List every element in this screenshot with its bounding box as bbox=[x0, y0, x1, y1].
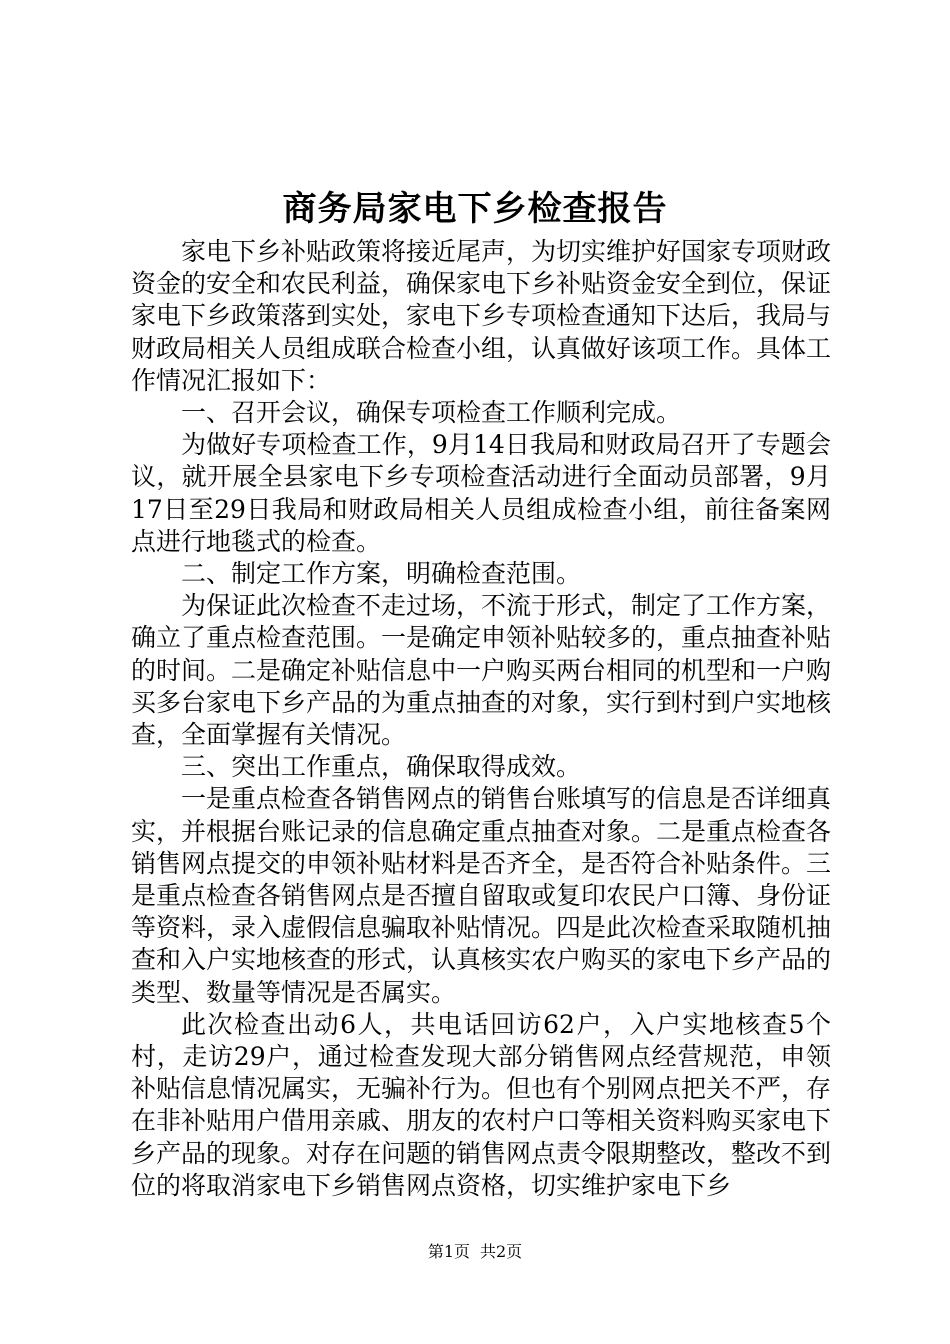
section-heading-1: 一、召开会议，确保专项检查工作顺利完成。 bbox=[181, 398, 682, 428]
paragraph-section-3: 一是重点检查各销售网点的销售台账填写的信息是否详细真实，并根据台账记录的信息确定重点抽查对象。二是重点检查各销售网点提交的申领补贴材料是否齐全，是否符合补贴条件。三是重点检查各销售网点是否擅自留取或复印农民户口簿、身份证等资料，录入虚假信息骗取补贴情况。四是此次检查采取随机抽查和入户实地核查的形式，认真核实农户购买的家电下乡产品的类型、数量等情况是否属实。 bbox=[131, 784, 832, 1007]
section-heading-2: 二、制定工作方案，明确检查范围。 bbox=[181, 559, 582, 589]
paragraph-intro: 家电下乡补贴政策将接近尾声，为切实维护好国家专项财政资金的安全和农民利益，确保家电下乡补贴资金安全到位，保证家电下乡政策落到实处，家电下乡专项检查通知下达后，我局与财政局相关人员组成联合检查小组，认真做好该项工作。具体工作情况汇报如下： bbox=[131, 237, 832, 395]
page-footer bbox=[0, 1242, 950, 1262]
paragraph-section-1: 为做好专项检查工作，9月14日我局和财政局召开了专题会议，就开展全县家电下乡专项检查活动进行全面动员部署，9月17日至29日我局和财政局相关人员组成检查小组，前往备案网点进行地毯式的检查。 bbox=[131, 430, 831, 556]
page-number: 第1页 bbox=[427, 1242, 470, 1261]
document-body bbox=[131, 236, 831, 1202]
page-total: 共2页 bbox=[480, 1242, 523, 1261]
paragraph-results: 此次检查出动6人，共电话回访62户，入户实地核查5个村，走访29户，通过检查发现大部分销售网点经营规范，申领补贴信息情况属实，无骗补行为。但也有个别网点把关不严，存在非补贴用户借用亲戚、朋友的农村户口等相关资料购买家电下乡产品的现象。对存在问题的销售网点责令限期整改，整改不到位的将取消家电下乡销售网点资格，切实维护家电下乡 bbox=[131, 1009, 832, 1200]
document-title: 商务局家电下乡检查报告 bbox=[282, 189, 668, 229]
paragraph-section-2: 为保证此次检查不走过场，不流于形式，制定了工作方案，确立了重点检查范围。一是确定申领补贴较多的，重点抽查补贴的时间。二是确定补贴信息中一户购买两台相同的机型和一户购买多台家电下乡产品的为重点抽查的对象，实行到村到户实地核查，全面掌握有关情况。 bbox=[131, 591, 832, 750]
section-heading-3: 三、突出工作重点，确保取得成效。 bbox=[181, 752, 582, 782]
